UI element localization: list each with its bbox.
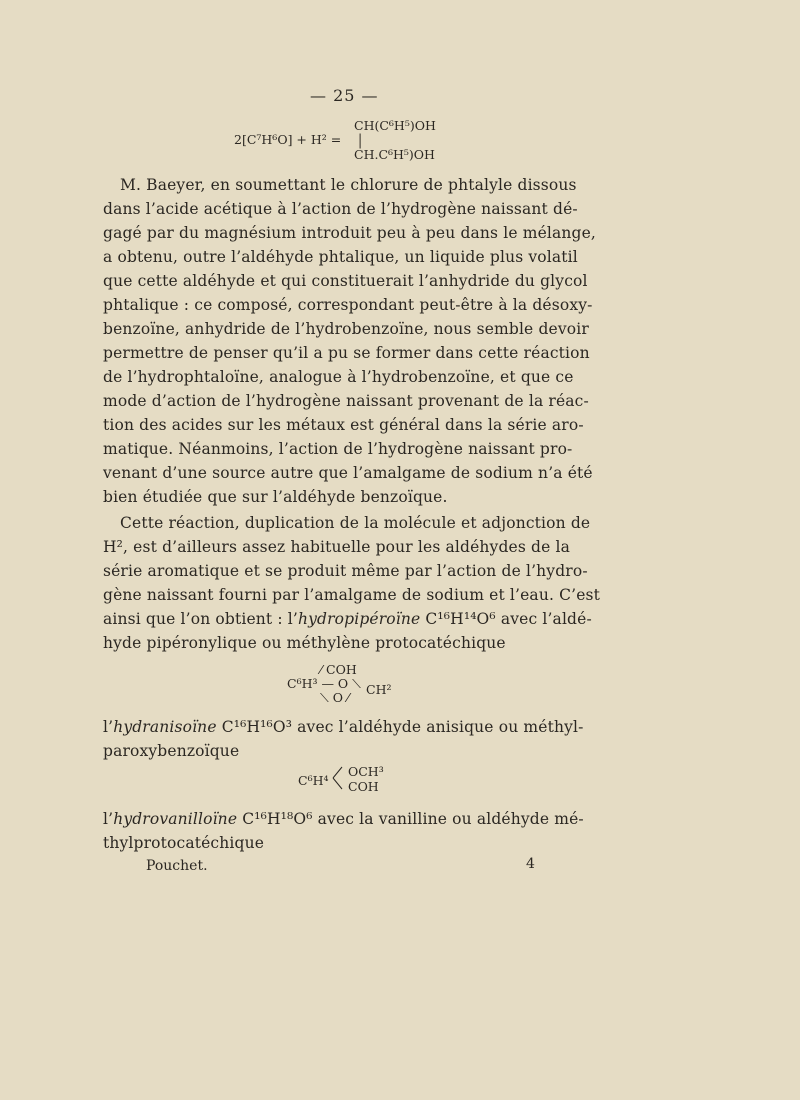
formula2-o: ⟍ O ⁄ xyxy=(320,690,350,705)
footer-signature: 4 xyxy=(526,856,535,872)
piperonylique-line: hyde pipéronylique ou méthylène protocatéchique xyxy=(103,634,506,652)
paragraph1-line: a obtenu, outre l’aldéhyde phtalique, un liquide plus volatil xyxy=(103,248,578,266)
hydrovanilloine-line xyxy=(103,810,584,828)
paragraph2-line: gène naissant fourni par l’amalgame de sodium et l’eau. C’est xyxy=(103,586,601,604)
paragraph1-line: mode d’action de l’hydrogène naissant provenant de la réac- xyxy=(103,392,589,410)
paragraph1-line: M. Baeyer, en soumettant le chlorure de phtalyle dissous xyxy=(120,176,577,194)
compound-formula: C¹⁶H¹⁴O⁶ avec l’aldé- xyxy=(420,610,592,628)
paragraph1-line: permettre de penser qu’il a pu se former dans cette réaction xyxy=(103,344,590,362)
paragraph1-line: matique. Néanmoins, l’action de l’hydrogène naissant pro- xyxy=(103,440,573,458)
paraoxy-line: paroxybenzoïque xyxy=(103,742,240,760)
paragraph1-line: dans l’acide acétique à l’action de l’hydrogène naissant dé- xyxy=(103,200,578,218)
paragraph1-line: venant d’une source autre que l’amalgame de sodium n’a été xyxy=(103,464,593,482)
paragraph2-line: Cette réaction, duplication de la molécule et adjonction de xyxy=(120,514,591,532)
hydropiperoine-line xyxy=(103,610,592,628)
paragraph1-line: que cette aldéhyde et qui constituerait l’anhydride du glycol xyxy=(103,272,588,290)
paragraph1-line: gagé par du magnésium introduit peu à peu dans le mélange, xyxy=(103,224,597,242)
compound-name: hydranisoïne xyxy=(113,718,217,736)
formula1-bar: | xyxy=(358,130,363,149)
text-prefix: l’ xyxy=(103,810,114,828)
formula2-coh: ⁄ COH xyxy=(320,662,357,677)
footer-author: Pouchet. xyxy=(146,858,208,874)
compound-formula: C¹⁶H¹⁶O³ avec l’aldéhyde anisique ou méthyl- xyxy=(216,718,584,736)
formula3-coh: COH xyxy=(348,779,379,794)
text-prefix: ainsi que l’on obtient : l’ xyxy=(103,610,298,628)
formula2-ch2: CH² xyxy=(366,682,392,697)
paragraph1-line: tion des acides sur les métaux est général dans la série aro- xyxy=(103,416,584,434)
formula1-left: 2[C⁷H⁶O] + H² = xyxy=(234,132,342,147)
page-number: — 25 — xyxy=(310,86,379,105)
formula3-och3: OCH³ xyxy=(348,764,384,779)
paragraph1-line: benzoïne, anhydride de l’hydrobenzoïne, nous semble devoir xyxy=(103,320,589,338)
paragraph2-line: série aromatique et se produit même par l’action de l’hydro- xyxy=(103,562,588,580)
formula3-bracket xyxy=(330,764,344,792)
hydranisoine-line xyxy=(103,718,584,736)
paragraph1-line: bien étudiée que sur l’aldéhyde benzoïque. xyxy=(103,488,448,506)
paragraph1-line: de l’hydrophtaloïne, analogue à l’hydrobenzoïne, et que ce xyxy=(103,368,574,386)
formula1-top: CH(C⁶H⁵)OH xyxy=(354,118,436,133)
formula1-bottom: CH.C⁶H⁵)OH xyxy=(354,147,435,162)
paragraph2-line: H², est d’ailleurs assez habituelle pour les aldéhydes de la xyxy=(103,538,571,556)
compound-name: hydropipéroïne xyxy=(298,610,421,628)
compound-name: hydrovanilloïne xyxy=(113,810,238,828)
formula3-base: C⁶H⁴ xyxy=(298,773,329,788)
paragraph1-line: phtalique : ce composé, correspondant peut-être à la désoxy- xyxy=(103,296,593,314)
text-prefix: l’ xyxy=(103,718,114,736)
formula2-base: C⁶H³ — O ⟍ xyxy=(287,676,361,691)
compound-formula: C¹⁶H¹⁸O⁶ avec la vanilline ou aldéhyde mé- xyxy=(237,810,584,828)
thyl-line: thylprotocatéchique xyxy=(103,834,265,852)
